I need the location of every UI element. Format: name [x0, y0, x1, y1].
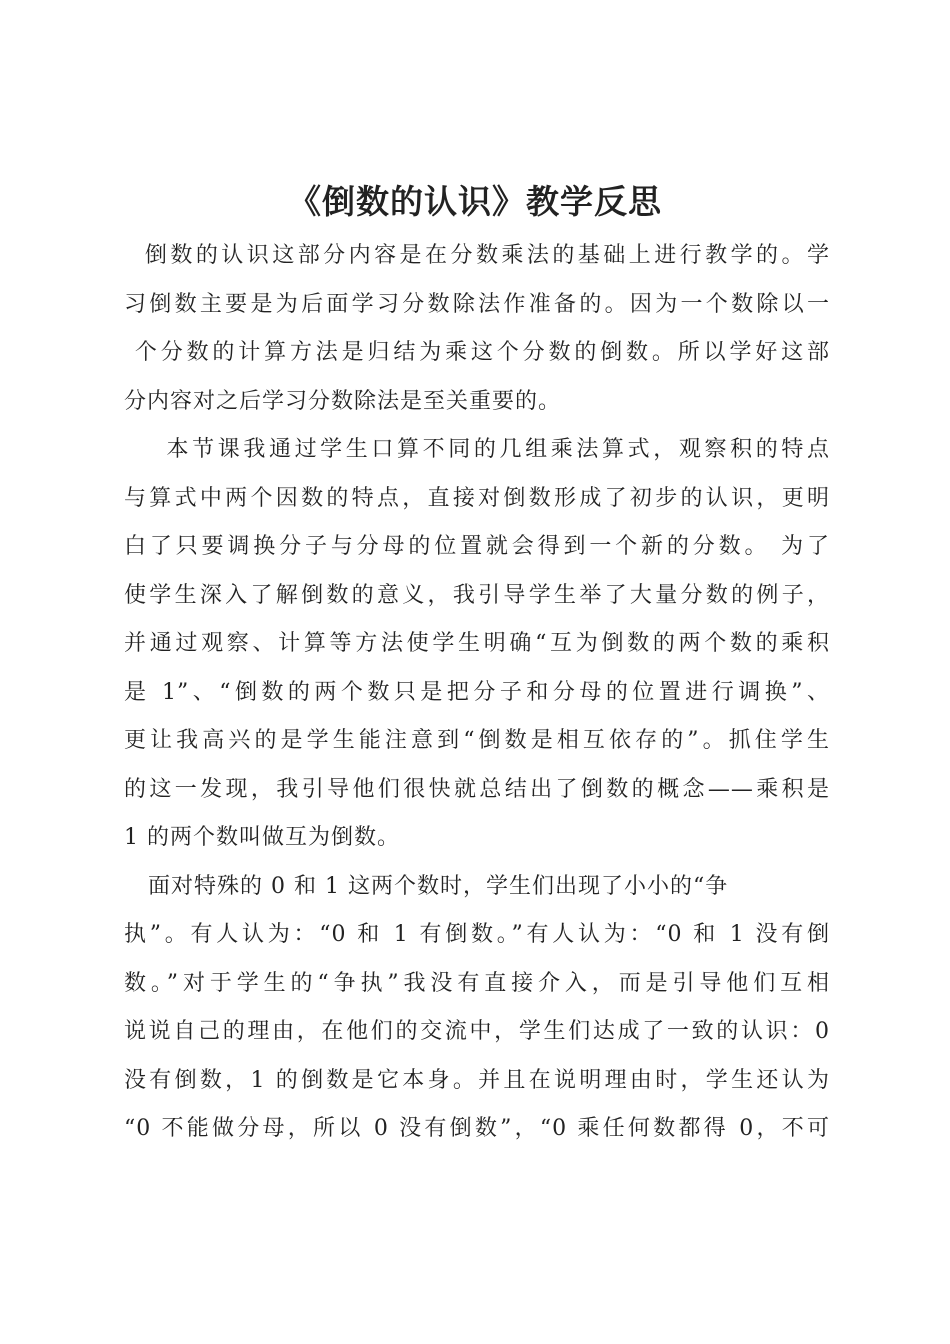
text-line: 白了只要调换分子与分母的位置就会得到一个新的分数。 为了 [124, 534, 830, 559]
text-line: 没有倒数，1 的倒数是它本身。并且在说明理由时，学生还认为 [124, 1067, 830, 1093]
text-line: “0 不能做分母，所以 0 没有倒数”，“0 乘任何数都得 0，不可 [124, 1116, 830, 1141]
text-line: 与算式中两个因数的特点，直接对倒数形成了初步的认识，更明 [124, 485, 830, 511]
text-line: 面对特殊的 0 和 1 这两个数时，学生们出现了小小的“争 [124, 873, 729, 899]
text-line: 说说自己的理由，在他们的交流中，学生们达成了一致的认识：0 [124, 1019, 830, 1044]
text-line: 本节课我通过学生口算不同的几组乘法算式，观察积的特点 [124, 437, 830, 462]
text-line: 执”。有人认为：“0 和 1 有倒数。”有人认为：“0 和 1 没有倒 [124, 922, 830, 947]
text-line: 是 1”、“倒数的两个数只是把分子和分母的位置进行调换”、 [124, 679, 830, 705]
text-line: 并通过观察、计算等方法使学生明确“互为倒数的两个数的乘积 [124, 631, 830, 656]
text-line: 个分数的计算方法是归结为乘这个分数的倒数。所以学好这部 [124, 340, 830, 365]
paragraph-3 [124, 863, 830, 1154]
text-line: 使学生深入了解倒数的意义，我引导学生举了大量分数的例子， [124, 582, 830, 608]
paragraph-2 [124, 426, 830, 863]
text-line: 更让我高兴的是学生能注意到“倒数是相互依存的”。抓住学生 [124, 728, 830, 753]
document-title: 《倒数的认识》教学反思 [288, 182, 662, 221]
text-line: 数。”对于学生的“争执”我没有直接介入，而是引导他们互相 [124, 970, 830, 996]
text-line: 倒数的认识这部分内容是在分数乘法的基础上进行教学的。学 [124, 243, 830, 268]
document-body [124, 232, 830, 1154]
paragraph-1 [124, 232, 830, 426]
text-line: 习倒数主要是为后面学习分数除法作准备的。因为一个数除以一 [124, 291, 830, 317]
text-line: 的这一发现，我引导他们很快就总结出了倒数的概念——乘积是 [124, 776, 830, 802]
text-line: 分内容对之后学习分数除法是至关重要的。 [124, 388, 562, 414]
text-line: 1 的两个数叫做互为倒数。 [124, 825, 400, 850]
